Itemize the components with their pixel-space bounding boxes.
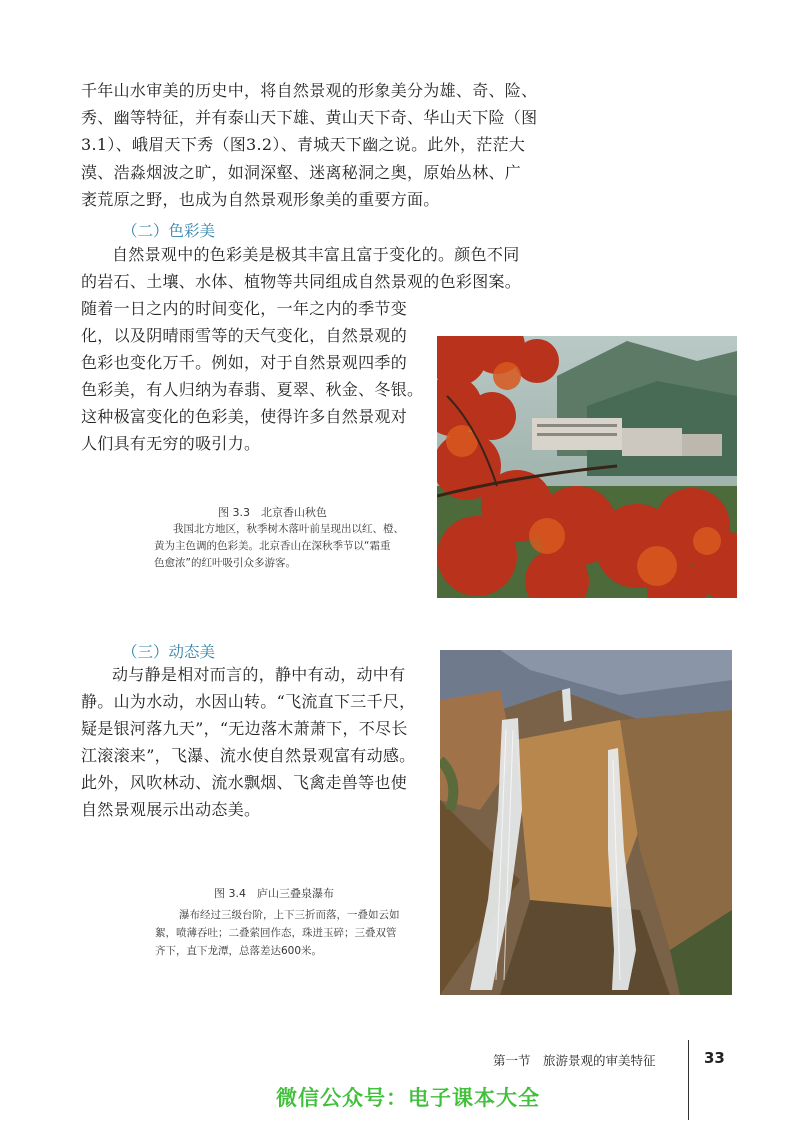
section3-line: 疑是银河落九天”，“无边落木萧萧下，不尽长 <box>81 719 408 738</box>
section3-line: 静。山为水动，水因山转。“飞流直下三千尺， <box>81 692 416 711</box>
page-number: 33 <box>704 1049 725 1067</box>
figure-3-4-title: 图 3.4 庐山三叠泉瀑布 <box>214 887 334 900</box>
watermark-text: 微信公众号：电子课本大全 <box>276 1086 540 1110</box>
section3-line: 自然景观展示出动态美。 <box>81 800 261 819</box>
caption-line: 色愈浓”的红叶吸引众多游客。 <box>154 557 296 569</box>
footer-section-label: 第一节 旅游景观的审美特征 <box>493 1053 656 1068</box>
caption-line: 絮，喷薄吞吐；二叠萦回作态，珠迸玉碎；三叠双管 <box>155 927 397 939</box>
figure-3-3-title: 图 3.3 北京香山秋色 <box>218 506 327 519</box>
caption-line: 瀑布经过三级台阶，上下三折而落，一叠如云如 <box>179 909 400 921</box>
section-heading-dynamic: （三）动态美 <box>122 643 216 661</box>
lushan-waterfall-photo <box>440 650 732 995</box>
section2-line: 自然景观中的色彩美是极其丰富且富于变化的。颜色不同 <box>112 245 520 264</box>
intro-line: 袤荒原之野，也成为自然景观形象美的重要方面。 <box>81 190 440 209</box>
intro-line: 秀、幽等特征，并有泰山天下雄、黄山天下奇、华山天下险（图 <box>81 108 538 127</box>
intro-line: 3.1）、峨眉天下秀（图3.2）、青城天下幽之说。此外，茫茫大 <box>81 135 526 154</box>
xiangshan-autumn-photo <box>437 336 737 598</box>
section-heading-color: （二）色彩美 <box>122 222 216 240</box>
section2-line: 色彩也变化万千。例如，对于自然景观四季的 <box>81 353 408 372</box>
caption-line: 齐下，直下龙潭，总落差达600米。 <box>155 945 323 957</box>
caption-line: 我国北方地区，秋季树木落叶前呈现出以红、橙、 <box>173 523 404 535</box>
intro-line: 千年山水审美的历史中，将自然景观的形象美分为雄、奇、险、 <box>81 81 538 100</box>
section2-line: 随着一日之内的时间变化，一年之内的季节变 <box>81 299 408 318</box>
intro-line: 漠、浩淼烟波之旷，如洞深壑、迷离秘洞之奥，原始丛林、广 <box>81 163 522 182</box>
section3-line: 此外，风吹林动、流水飘烟、飞禽走兽等也使 <box>81 773 408 792</box>
section3-line: 江滚滚来”，飞瀑、流水使自然景观富有动感。 <box>81 746 416 765</box>
section2-line: 化，以及阴晴雨雪等的天气变化，自然景观的 <box>81 326 408 345</box>
section2-line: 的岩石、土壤、水体、植物等共同组成自然景观的色彩图案。 <box>81 272 522 291</box>
section2-line: 色彩美，有人归纳为春翡、夏翠、秋金、冬银。 <box>81 380 424 399</box>
section2-line: 这种极富变化的色彩美，使得许多自然景观对 <box>81 407 408 426</box>
section3-line: 动与静是相对而言的，静中有动，动中有 <box>112 665 406 684</box>
caption-line: 黄为主色调的色彩美。北京香山在深秋季节以“霜重 <box>154 540 391 552</box>
footer-divider <box>688 1040 689 1120</box>
section2-line: 人们具有无穷的吸引力。 <box>81 434 261 453</box>
